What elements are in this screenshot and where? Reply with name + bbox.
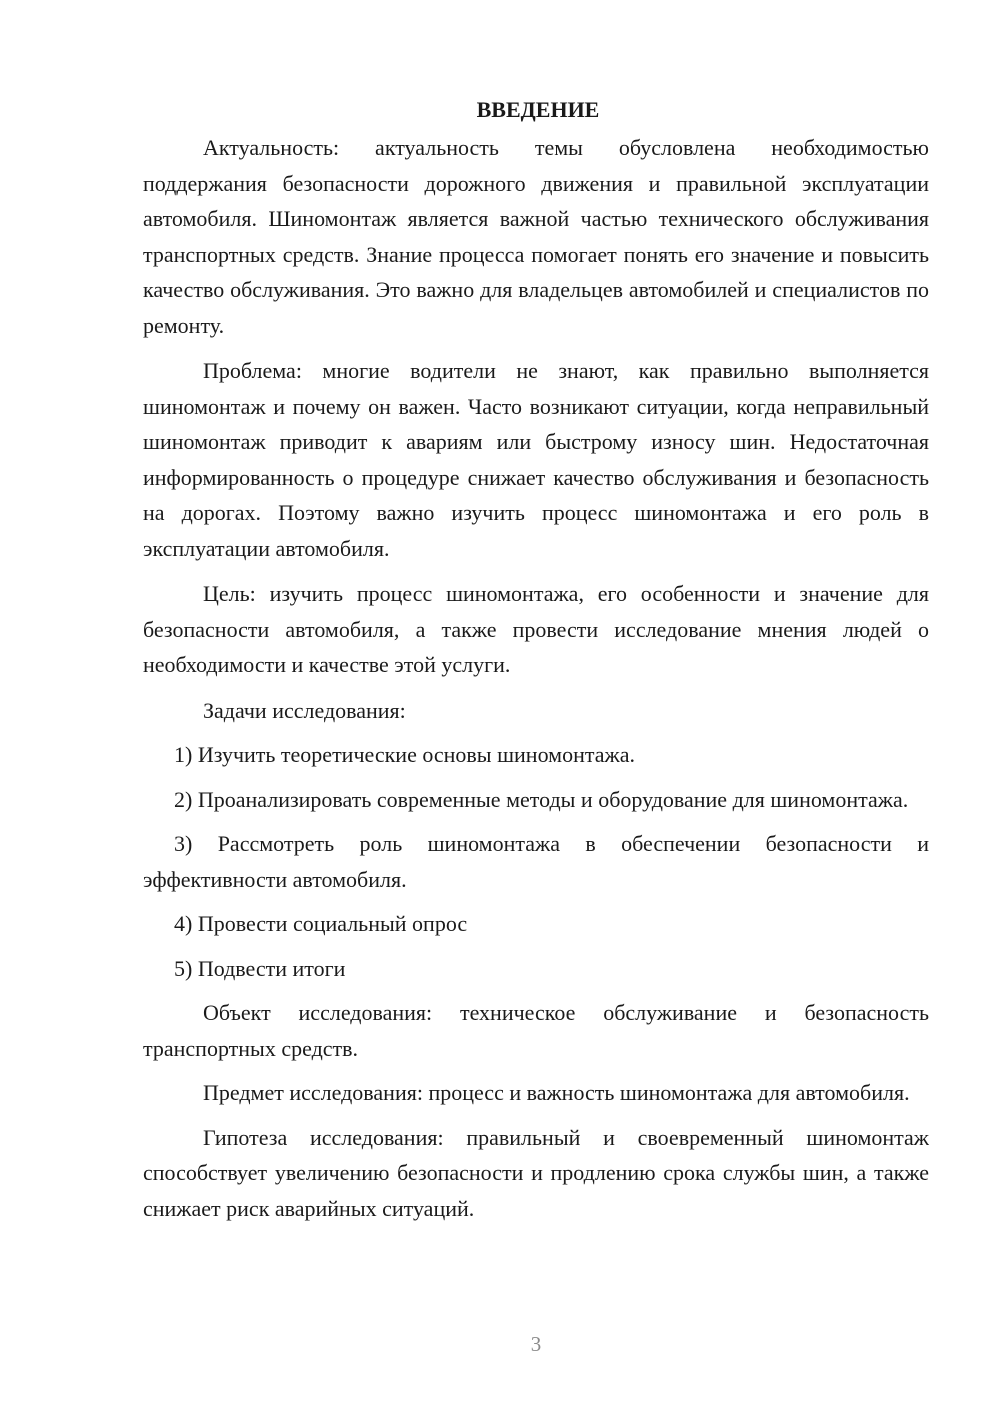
subject-paragraph: Предмет исследования: процесс и важность шиномонтажа для автомобиля. — [203, 1080, 910, 1105]
task-item: 5) Подвести итоги — [174, 955, 346, 981]
goal-paragraph: Цель: изучить процесс шиномонтажа, его особенности и значение для безопасности автомобиля, а также провести исследование мнения людей о необходимости и качестве этой услуги. — [143, 581, 929, 677]
hypothesis-paragraph: Гипотеза исследования: правильный и своевременный шиномонтаж способствует увеличению безопасности и продлению срока службы шин, а также снижает риск аварийных ситуаций. — [143, 1124, 929, 1221]
task-item: 1) Изучить теоретические основы шиномонтажа. — [174, 742, 635, 767]
task-item: 3) Рассмотреть роль шиномонтажа в обеспечении безопасности и эффективности автомобиля. — [143, 831, 929, 892]
document-page — [143, 92, 929, 1226]
tasks-title: Задачи исследования: — [203, 697, 406, 723]
object-paragraph: Объект исследования: техническое обслуживание и безопасность транспортных средств. — [143, 1000, 929, 1061]
problem-paragraph: Проблема: многие водители не знают, как правильно выполняется шиномонтаж и почему он важен. Часто возникают ситуации, когда неправильный шиномонтаж приводит к авариям или быстрому износу шин. Недостаточная информированность о процедуре снижает качество обслуживания и безопасность на дорогах. Поэтому важно изучить процесс шиномонтажа и его роль в эксплуатации автомобиля. — [143, 358, 929, 561]
section-heading: ВВЕДЕНИЕ — [476, 97, 600, 122]
relevance-paragraph: Актуальность: актуальность темы обусловлена необходимостью поддержания безопасности дорожного движения и правильной эксплуатации автомобиля. Шиномонтаж является важной частью технического обслуживания транспортных средств. Знание процесса помогает понять его значение и повысить качество обслуживания. Это важно для владельцев автомобилей и специалистов по ремонту. — [143, 135, 929, 338]
page-number: 3 — [530, 1332, 542, 1356]
task-item: 4) Провести социальный опрос — [174, 911, 468, 936]
task-item: 2) Проанализировать современные методы и оборудование для шиномонтажа. — [174, 786, 909, 812]
